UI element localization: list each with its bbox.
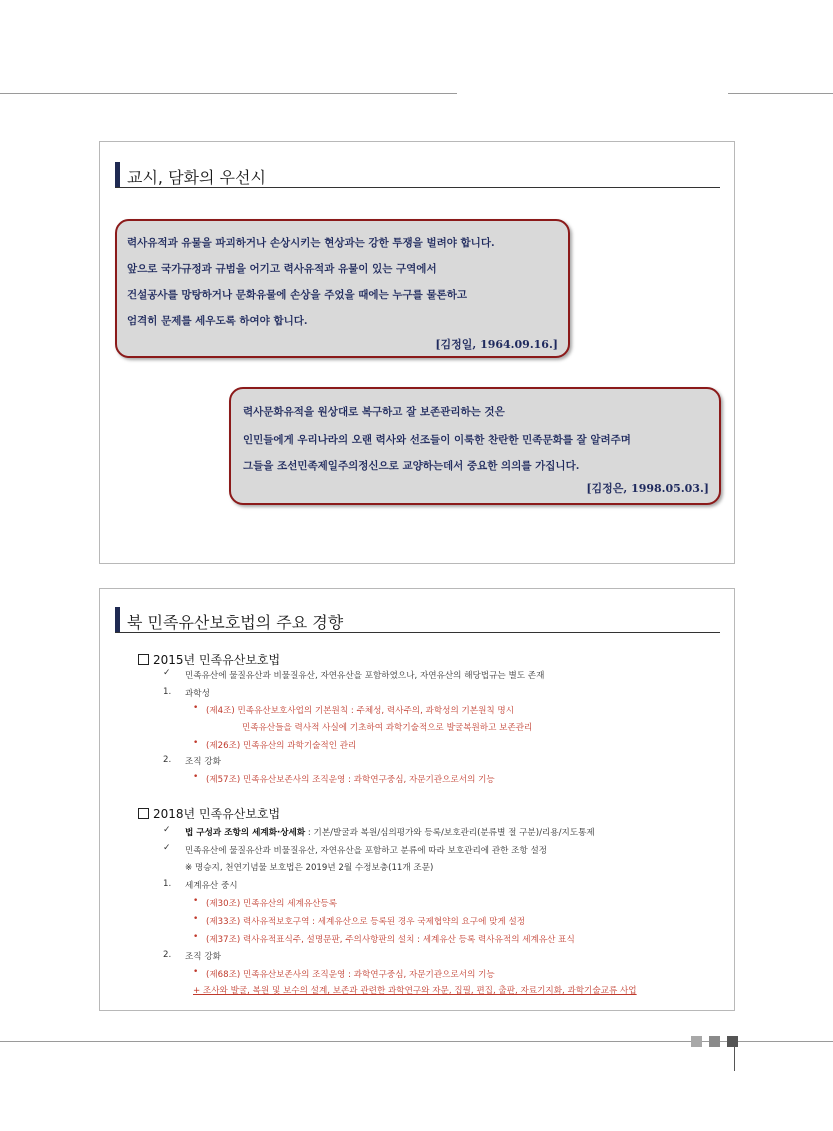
section-heading-2018: 2018년 민족유산보호법	[138, 805, 280, 822]
quote-citation: [김정은, 1998.05.03.]	[586, 482, 709, 495]
slide-2	[99, 588, 735, 1011]
bullet-text: (제26조) 민족유산의 과학기술적인 관리	[206, 741, 357, 751]
item-number: 1.	[163, 687, 172, 697]
item-label: 조직 강화	[185, 952, 221, 962]
quote-citation: [김정일, 1964.09.16.]	[435, 338, 558, 351]
slide-title-text: 북 민족유산보호법의 주요 경향	[127, 613, 344, 632]
title-underline	[115, 187, 720, 188]
bullet-text: (제33조) 력사유적보호구역 : 세계유산으로 등록된 경우 국제협약의 요구에 맞게 설정	[206, 917, 526, 927]
quote-box-1	[115, 219, 570, 358]
item-label: 조직 강화	[185, 757, 221, 767]
section-heading-2015: 2015년 민족유산보호법	[138, 651, 280, 668]
note-text: ※ 명승지, 천연기념물 보호법은 2019년 2월 수정보충(11개 조문)	[185, 863, 434, 873]
page-marker-square	[691, 1036, 702, 1047]
item-number: 1.	[163, 879, 172, 889]
bullet-continuation: 민족유산들을 력사적 사실에 기초하여 과학기술적으로 발굴복원하고 보존관리	[242, 723, 533, 733]
top-rule-left	[0, 93, 457, 94]
page-marker-tick	[734, 1047, 735, 1071]
bullet-icon: •	[193, 914, 199, 924]
quote-line: 력사유적과 유물을 파괴하거나 손상시키는 현상과는 강한 투쟁을 벌려야 합니다.	[127, 237, 495, 249]
bullet-text: (제37조) 력사유적표식주, 설명문판, 주의사항판의 설치 : 세계유산 등록 력사유적의 세계유산 표식	[206, 935, 575, 945]
top-rule-right	[728, 93, 833, 94]
quote-line: 엄격히 문제를 세우도록 하여야 합니다.	[127, 315, 308, 327]
bullet-icon: •	[193, 932, 199, 942]
title-accent-bar	[115, 162, 120, 187]
title-underline	[115, 632, 720, 633]
bullet-icon: •	[193, 772, 199, 782]
bullet-text: (제68조) 민족유산보존사의 조직운영 : 과학연구중심, 자문기관으로서의 기능	[206, 970, 495, 980]
quote-line: 그들을 조선민족제일주의정신으로 교양하는데서 중요한 의의를 가집니다.	[243, 460, 580, 472]
bullet-icon: •	[193, 738, 199, 748]
check-icon: ✓	[163, 843, 171, 853]
page-marker-square	[709, 1036, 720, 1047]
bullet-icon: •	[193, 896, 199, 906]
check-text-rest: : 기본/발굴과 복원/심의평가와 등록/보호관리(분류별 절 구분)/리용/지도통제	[305, 828, 595, 838]
check-text: 민족유산에 물질유산과 비물질유산, 자연유산을 포함하였으나, 자연유산의 해당법규는 별도 존재	[185, 671, 545, 681]
slide-title-text: 교시, 담화의 우선시	[127, 168, 266, 187]
bullet-icon: •	[193, 703, 199, 713]
bullet-text: (제4조) 민족유산보호사업의 기본원칙 : 주체성, 력사주의, 과학성의 기본원칙 명시	[206, 706, 515, 716]
item-label: 세계유산 중시	[185, 881, 238, 891]
bullet-text: (제57조) 민족유산보존사의 조직운영 : 과학연구중심, 자문기관으로서의 기능	[206, 775, 495, 785]
title-accent-bar	[115, 607, 120, 632]
check-icon: ✓	[163, 825, 171, 835]
bullet-icon: •	[193, 967, 199, 977]
bullet-extra: + 조사와 발굴, 복원 및 보수의 설계, 보존과 관련한 과학연구와 자문, 집필, 편집, 출판, 자료기지화, 과학기술교류 사업	[193, 986, 637, 996]
item-number: 2.	[163, 755, 172, 765]
quote-box-2	[229, 387, 721, 505]
quote-line: 건설공사를 망탕하거나 문화유물에 손상을 주었을 때에는 누구를 물론하고	[127, 289, 468, 301]
item-number: 2.	[163, 950, 172, 960]
check-icon: ✓	[163, 668, 171, 678]
quote-line: 력사문화유적을 원상대로 복구하고 잘 보존관리하는 것은	[243, 406, 505, 418]
checkbox-square-icon	[138, 654, 149, 665]
check-text	[185, 826, 595, 838]
slide-1	[99, 141, 735, 564]
check-text: 민족유산에 물질유산과 비물질유산, 자연유산을 포함하고 분류에 따라 보호관리에 관한 조항 설정	[185, 846, 548, 856]
quote-line: 인민들에게 우리나라의 오랜 력사와 선조들이 이룩한 찬란한 민족문화를 잘 알려주며	[243, 434, 631, 446]
check-text-bold: 법 구성과 조항의 세계화·상세화	[185, 828, 306, 838]
bullet-text: (제30조) 민족유산의 세계유산등록	[206, 899, 338, 909]
item-label: 과학성	[185, 689, 210, 699]
checkbox-square-icon	[138, 808, 149, 819]
page-marker-square	[727, 1036, 738, 1047]
quote-line: 앞으로 국가규정과 규범을 어기고 력사유적과 유물이 있는 구역에서	[127, 263, 437, 275]
